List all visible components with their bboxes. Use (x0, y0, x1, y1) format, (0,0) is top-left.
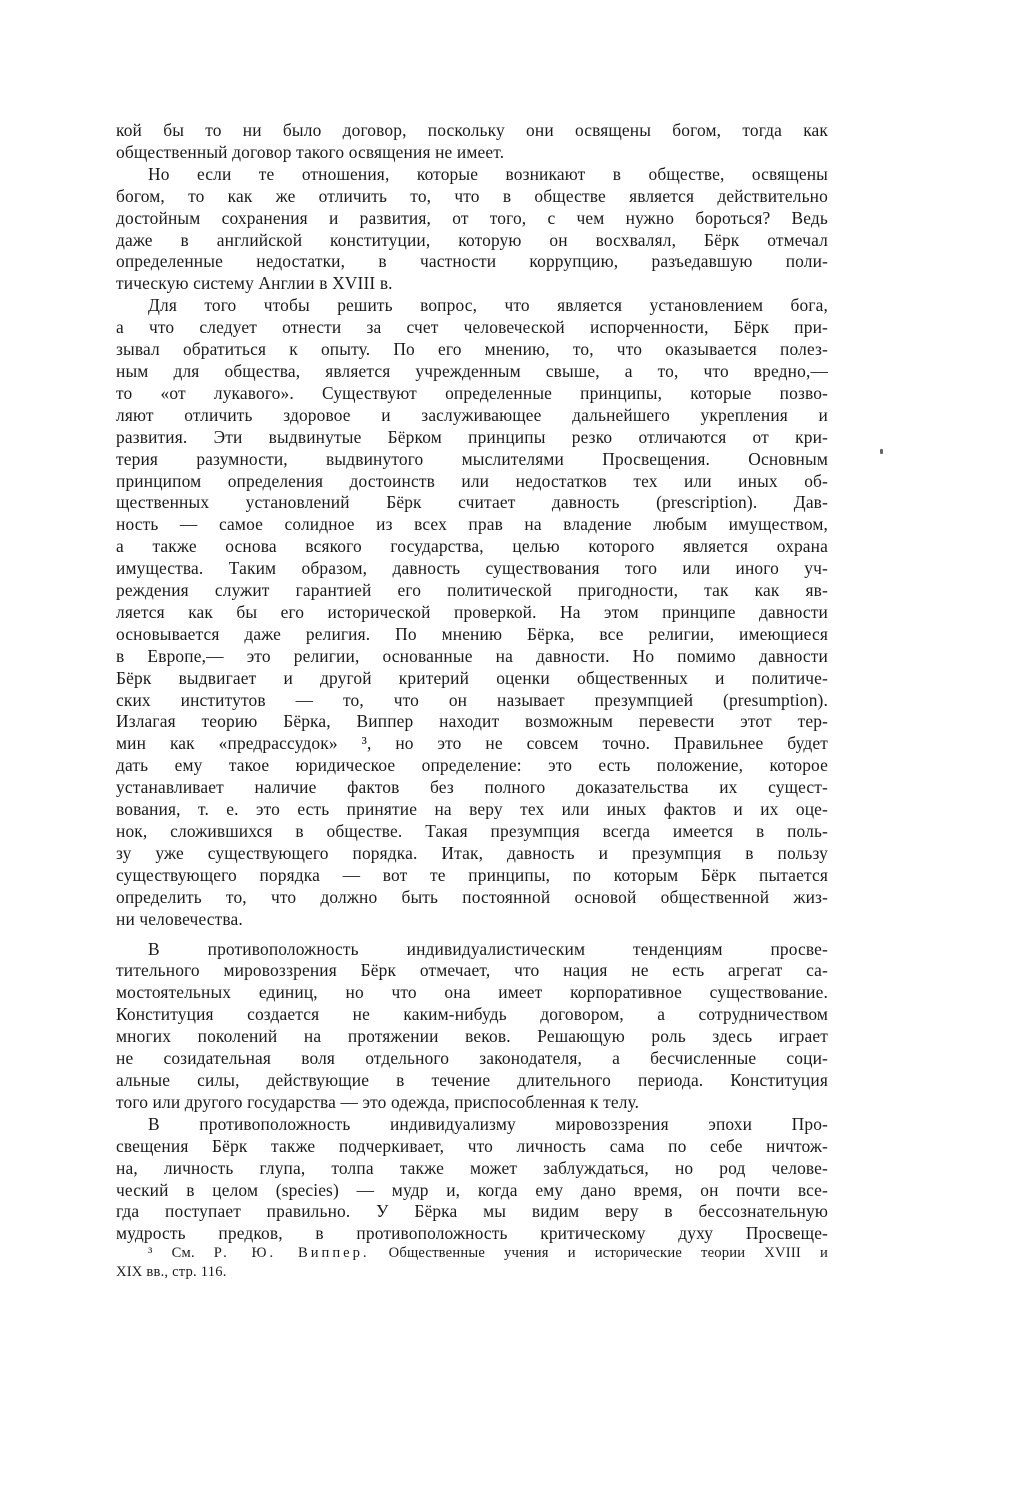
text-line: устанавливает наличие фактов без полного доказательства их сущест- (116, 777, 828, 798)
text-line: альные силы, действующие в течение длительного периода. Конституция (116, 1069, 828, 1090)
text-line: развития. Эти выдвинутые Бёрком принципы резко отличаются от кри- (116, 426, 828, 447)
text-line: кой бы то ни было договор, поскольку они освящены богом, тогда как (116, 120, 828, 140)
text-line: ских институтов — то, что он называет презумпцией (presumption). (116, 689, 828, 710)
footnote-line (116, 1244, 828, 1263)
footnote-title: Общественные учения и исторические теории XVIII и (388, 1245, 828, 1261)
text-line: на, личность глупа, толпа также может заблуждаться, но род челове- (116, 1157, 828, 1178)
footnote-prefix: См. (171, 1245, 195, 1261)
text-line: тическую систему Англии в XVIII в. (116, 273, 393, 294)
text-line: В противоположность индивидуалистическим тенденциям просве- (148, 938, 828, 959)
text-line: существующего порядка — вот те принципы, по которым Бёрк пытается (116, 864, 828, 885)
text-line: мостоятельных единиц, но что она имеет корпоративное существование. (116, 982, 828, 1003)
text-line: а также основа всякого государства, целью которого является охрана (116, 536, 828, 557)
footnote-line: XIX вв., стр. 116. (116, 1264, 227, 1280)
text-line: вования, т. е. это есть принятие на веру тех или иных фактов и их оце- (116, 799, 828, 820)
text-line: свещения Бёрк также подчеркивает, что личность сама по себе ничтож- (116, 1135, 828, 1156)
text-line: ляется как бы его исторической проверкой. На этом принципе давности (116, 601, 828, 622)
text-line: в Европе,— это религии, основанные на давности. Но помимо давности (116, 645, 828, 666)
text-line: то «от лукавого». Существуют определенные принципы, которые позво- (116, 382, 828, 403)
text-line: основывается даже религия. По мнению Бёрка, все религии, имеющиеся (116, 623, 828, 644)
text-line: дать ему такое юридическое определение: это есть положение, которое (116, 755, 828, 776)
paragraph-continuation (116, 120, 828, 164)
text-line: даже в английской конституции, которую он восхвалял, Бёрк отмечал (116, 229, 828, 250)
paragraph (116, 295, 828, 930)
text-line: Конституция создается не каким-нибудь договором, а сотрудничеством (116, 1004, 828, 1025)
paragraph (116, 939, 828, 1114)
text-line: Излагая теорию Бёрка, Виппер находит возможным перевести этот тер- (116, 711, 828, 732)
text-line: мин как «предрассудок» ³, но это не совсем точно. Правильнее будет (116, 733, 828, 754)
footnote-author: Р. Ю. Виппер. (213, 1245, 370, 1261)
text-line: реждения служит гарантией его политической пригодности, так как яв- (116, 580, 828, 601)
text-line: определенные недостатки, в частности коррупцию, разъедавшую поли- (116, 251, 828, 272)
text-line: нок, сложившихся в обществе. Такая презумпция всегда имеется в поль- (116, 821, 828, 841)
text-line: ность — самое солидное из всех прав на владение любым имуществом, (116, 514, 828, 535)
footnote-marker: ³ (148, 1245, 153, 1261)
text-line: богом, то как же отличить то, что в обществе является действительно (116, 185, 828, 206)
text-line: Но если те отношения, которые возникают в обществе, освящены (148, 163, 828, 184)
text-line: ным для общества, является учрежденным свыше, а то, что вредно,— (116, 360, 828, 381)
text-line: многих поколений на протяжении веков. Решающую роль здесь играет (116, 1026, 828, 1047)
text-line: гда поступает правильно. У Бёрка мы видим веру в бессознательную (116, 1201, 828, 1222)
text-line: того или другого государства — это одежда, приспособленная к телу. (116, 1091, 640, 1112)
text-line: зывал обратиться к опыту. По его мнению, то, что оказывается полез- (116, 339, 828, 360)
text-line: достойным сохранения и развития, от того, с чем нужно бороться? Ведь (116, 207, 828, 228)
paragraph (116, 1114, 828, 1245)
text-line: терия разумности, выдвинутого мыслителями Просвещения. Основным (116, 448, 828, 469)
text-line: мудрость предков, в противоположность критическому духу Просвеще- (116, 1223, 828, 1244)
text-line: а что следует отнести за счет человеческой испорченности, Бёрк при- (116, 317, 828, 338)
paragraph-gap (116, 931, 828, 939)
scan-speck (880, 449, 883, 454)
text-line: ляют отличить здоровое и заслуживающее дальнейшего укрепления и (116, 404, 828, 425)
footnote (116, 1244, 828, 1282)
text-line: ни человечества. (116, 908, 243, 929)
text-line: зу уже существующего порядка. Итак, давность и презумпция в пользу (116, 842, 828, 863)
text-line: принципом определения достоинств или недостатков тех или иных об- (116, 470, 828, 491)
text-line: не созидательная воля отдельного законодателя, а бесчисленные соци- (116, 1048, 828, 1069)
text-line: щественных установлений Бёрк считает давность (prescription). Дав- (116, 492, 828, 513)
text-line: Бёрк выдвигает и другой критерий оценки общественных и политиче- (116, 667, 828, 688)
text-line: определить то, что должно быть постоянной основой общественной жиз- (116, 886, 828, 907)
text-line: тительного мировоззрения Бёрк отмечает, что нация не есть агрегат са- (116, 960, 828, 981)
text-line: имущества. Таким образом, давность существования того или иного уч- (116, 558, 828, 579)
text-line: В противоположность индивидуализму мировоззрения эпохи Про- (148, 1113, 828, 1134)
text-line: общественный договор такого освящения не имеет. (116, 141, 505, 162)
text-line: ческий в целом (species) — мудр и, когда ему дано время, он почти все- (116, 1179, 828, 1200)
paragraph (116, 164, 828, 295)
body-text (116, 120, 828, 1245)
text-line: Для того чтобы решить вопрос, что является установлением бога, (148, 295, 828, 316)
